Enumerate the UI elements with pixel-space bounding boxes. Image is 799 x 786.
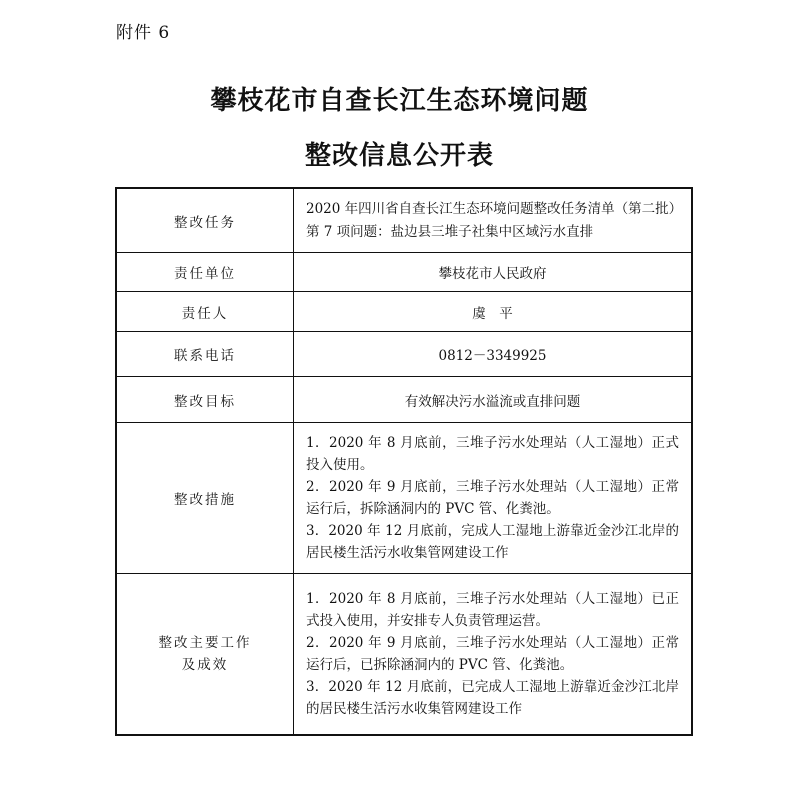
phone-value: 0812－3349925 <box>294 332 693 377</box>
table-row-measures <box>116 423 692 574</box>
person-label: 责任人 <box>116 292 294 332</box>
unit-label: 责任单位 <box>116 253 294 292</box>
table-row-phone <box>116 332 692 377</box>
results-item-3: 3．2020 年 12 月底前，已完成人工湿地上游靠近金沙江北岸的居民楼生活污水收集管网建设工作 <box>306 679 679 717</box>
goal-label: 整改目标 <box>116 377 294 423</box>
info-table <box>115 187 693 736</box>
task-label: 整改任务 <box>116 188 294 253</box>
document-title: 攀枝花市自查长江生态环境问题 <box>210 86 589 116</box>
measures-item-1: 1．2020 年 8 月底前，三堆子污水处理站（人工湿地）正式投入使用。 <box>306 435 679 473</box>
results-label-line2: 及成效 <box>181 657 229 673</box>
phone-label: 联系电话 <box>116 332 294 377</box>
table-row-unit <box>116 253 692 292</box>
table-row-person <box>116 292 692 332</box>
table-row-goal <box>116 377 692 423</box>
task-value-cell <box>294 188 693 253</box>
results-label-line1: 整改主要工作 <box>158 635 252 651</box>
unit-value: 攀枝花市人民政府 <box>294 253 693 292</box>
results-item-2: 2．2020 年 9 月底前，三堆子污水处理站（人工湿地）正常运行后，已拆除涵洞内的 PVC 管、化粪池。 <box>306 635 679 673</box>
results-item-1: 1．2020 年 8 月底前，三堆子污水处理站（人工湿地）已正式投入使用，并安排专人负责管理运营。 <box>306 591 679 629</box>
table-row-task <box>116 188 692 253</box>
goal-value: 有效解决污水溢流或直排问题 <box>294 377 693 423</box>
measures-value-cell <box>294 423 693 574</box>
attachment-label: 附件 6 <box>116 23 171 43</box>
person-value: 虞 平 <box>294 292 693 332</box>
task-value: 2020 年四川省自查长江生态环境问题整改任务清单（第二批）第 7 项问题：盐边县三堆子社集中区域污水直排 <box>306 200 676 240</box>
results-value-cell <box>294 574 693 736</box>
measures-item-3: 3．2020 年 12 月底前，完成人工湿地上游靠近金沙江北岸的居民楼生活污水收集管网建设工作 <box>306 523 679 561</box>
document-subtitle: 整改信息公开表 <box>304 141 494 171</box>
results-label-cell <box>116 574 294 736</box>
measures-item-2: 2．2020 年 9 月底前，三堆子污水处理站（人工湿地）正常运行后，拆除涵洞内的 PVC 管、化粪池。 <box>306 479 679 517</box>
measures-label: 整改措施 <box>116 423 294 574</box>
table-row-results <box>116 574 692 736</box>
